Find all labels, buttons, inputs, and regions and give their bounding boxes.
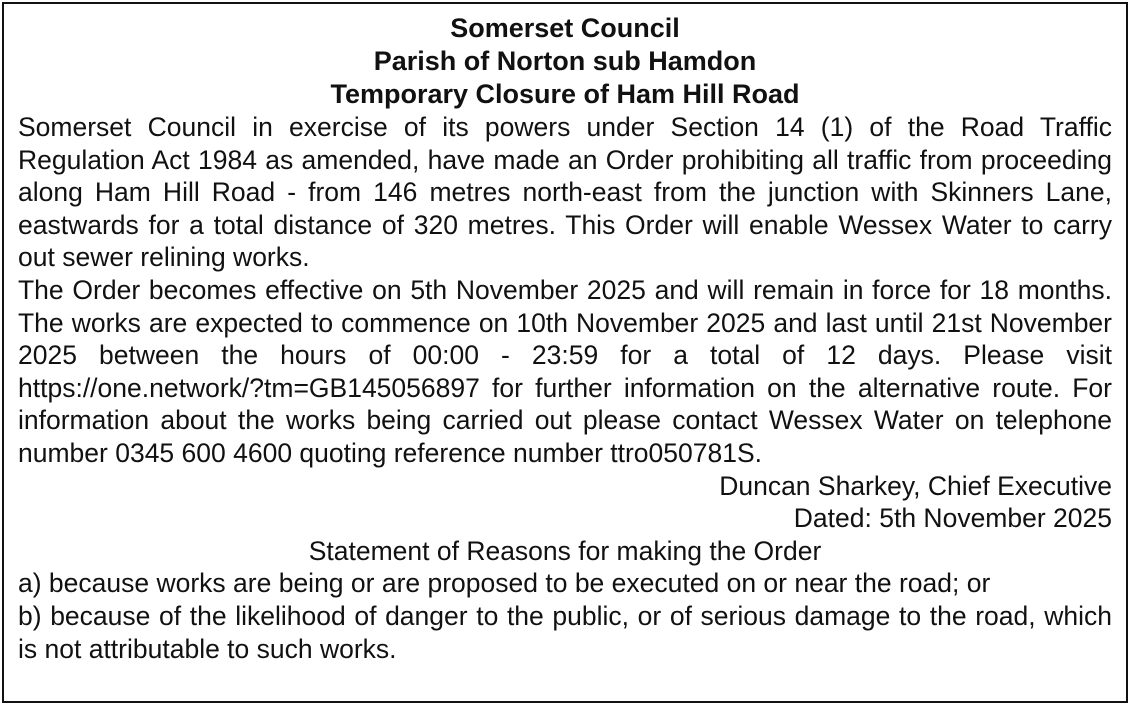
details-paragraph: The Order becomes effective on 5th November 2025 and will remain in force for 18 months. The works are expected to commence on 10th November 2025 and last until 21st November 2025 between the hours of 00:00 - 23:59 for a total of 12 days. Please visit https://one.network/?tm=GB145056897 for further information on the alternative route. For information about the works being carried out please contact Wessex Water on telephone number 0345 600 4600 quoting reference number ttro050781S. <box>18 274 1112 468</box>
public-notice <box>2 2 1128 703</box>
order-paragraph: Somerset Council in exercise of its powers under Section 14 (1) of the Road Traffic Regulation Act 1984 as amended, have made an Order prohibiting all traffic from proceeding along Ham Hill Road - from 146 metres north-east from the junction with Skinners Lane, eastwards for a total distance of 320 metres. This Order will enable Wessex Water to carry out sewer relining works. <box>18 112 1112 273</box>
notice-title: Temporary Closure of Ham Hill Road <box>330 79 800 109</box>
parish-name: Parish of Norton sub Hamdon <box>373 46 757 76</box>
council-name: Somerset Council <box>450 13 680 43</box>
reasons-heading: Statement of Reasons for making the Order <box>308 535 822 566</box>
date-line: Dated: 5th November 2025 <box>793 503 1112 534</box>
reason-b: b) because of the likelihood of danger to the public, or of serious damage to the road, which is not attributable to such works. <box>18 600 1112 664</box>
signatory: Duncan Sharkey, Chief Executive <box>719 470 1112 501</box>
reason-a: a) because works are being or are proposed to be executed on or near the road; or <box>18 568 991 599</box>
